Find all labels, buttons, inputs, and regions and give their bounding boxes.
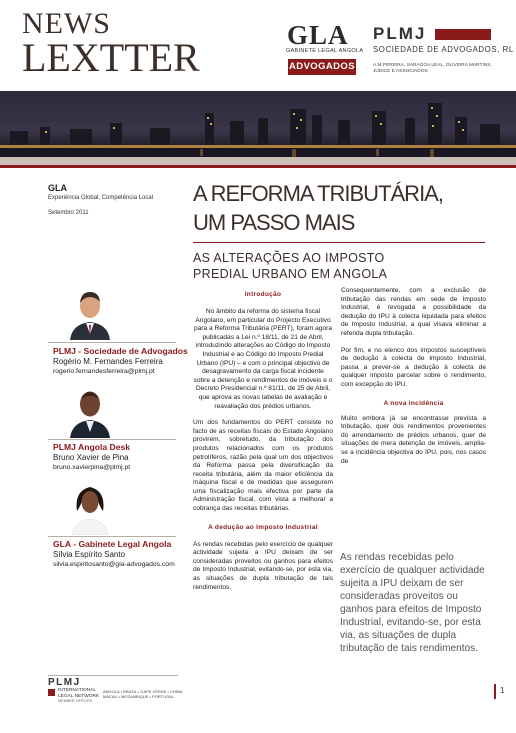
newsletter-title-news: NEWS: [22, 7, 111, 40]
section-heading-introducao: Introdução: [244, 291, 282, 298]
plmj-logo: PLMJ: [373, 24, 427, 43]
issue-date: Setembro 2011: [48, 210, 89, 216]
contact-firm: GLA - Gabinete Legal Angola: [53, 539, 172, 549]
page-number-bar: [494, 684, 496, 699]
contact-firm: PLMJ Angola Desk: [53, 442, 131, 452]
contact-name: Rogério M. Fernandes Ferreira: [53, 357, 163, 366]
article-column-1: [193, 291, 333, 592]
paragraph: No âmbito da reforma do sistema fiscal Angolano, em particular do Projecto Executivo para a Reforma Tributária (PERT), foram agora publicadas a Lei n.º 18/11, de 21 de Abril, introduzindo alterações ao Código do Imposto Industrial e ao Código do Imposto Predial Urbano (IPU) – e com o principal objectivo de desagravamento da carga fiscal incidente sobre a detenção e rendimentos de imóveis e o Decreto Presidencial n.º 81/11, de 25 de Abril, que aprova as novas tabelas de avaliação e reavaliação dos prédios urbanos.: [193, 308, 333, 410]
article-title-line1: A REFORMA TRIBUTÁRIA,: [193, 181, 443, 206]
banner-accent-rule: [0, 165, 516, 168]
contact-photo: [62, 481, 118, 535]
contact-photo: [62, 384, 118, 438]
page-number: 1: [500, 686, 505, 695]
city-skyline-banner: [0, 91, 516, 157]
contact-photo: [62, 286, 118, 340]
section-heading-nova-incidencia: A nova incidência: [383, 399, 444, 407]
article-subtitle-line2: PREDIAL URBANO EM ANGOLA: [193, 267, 388, 281]
plmj-partners-line: A.M.PEREIRA, SÁRAGGA LEAL, OLIVEIRA MARTINS, JÚDICE E ASSOCIADOS: [373, 63, 492, 74]
article-column-2: [341, 287, 486, 466]
title-rule: [193, 242, 485, 243]
sidebar-org: GLA: [48, 183, 67, 193]
plmj-network-label: INTERNATIONAL LEGAL NETWORK: [58, 688, 100, 699]
contact-email[interactable]: rogerio.fernandesferreira@plmj.pt: [53, 368, 155, 375]
paragraph: Muito embora já se encontrasse prevista a tributação, quer dos rendimentos provenientes do arrendamento de prédios urbanos, quer de situações de mera detenção de imóveis, amplia-se a incidência objectiva do IPU, pois, nos casos de: [341, 414, 486, 465]
member-offices-label: MEMBER OFFICES: [58, 699, 93, 703]
contact-name: Sílvia Espírito Santo: [53, 550, 126, 559]
gla-logo: GLA: [287, 20, 349, 50]
gla-logo-subtitle: GABINETE LEGAL ANGOLA: [286, 48, 364, 54]
contact-firm: PLMJ - Sociedade de Advogados: [53, 346, 188, 356]
footer-rule: [48, 675, 178, 676]
contact-email[interactable]: bruno.xavierpina@plmj.pt: [53, 464, 131, 471]
plmj-network-mark: [48, 689, 55, 696]
gla-advogados-badge: ADVOGADOS: [288, 59, 356, 75]
sidebar-tagline: Experiência Global, Competência Local: [48, 195, 154, 201]
contact-divider: [48, 439, 176, 440]
banner-divider: [0, 157, 516, 165]
article-title-line2: UM PASSO MAIS: [193, 210, 355, 235]
article-subtitle-line1: AS ALTERAÇÕES AO IMPOSTO: [193, 251, 385, 265]
contact-divider: [48, 342, 176, 343]
contact-divider: [48, 536, 176, 537]
section-heading-deducao: A dedução ao Imposto Industrial: [208, 523, 318, 531]
paragraph: Consequentemente, com a exclusão de tributação das rendas em sede de Imposto Industrial, é revogada a possibilidade da dedução do IPU à colecta liquidada para efeitos de Imposto Industrial, a qual visava eliminar a referida dupla tributação.: [341, 287, 486, 337]
pull-quote: As rendas recebidas pelo exercício de qualquer actividade sujeita a IPU deixam de ser consideradas proveitos ou ganhos para efeitos de Imposto Industrial, evitando-se, por esta via, as situações de dupla tributação de tais rendimentos.: [340, 552, 485, 654]
plmj-logo-bar: [435, 29, 491, 40]
plmj-sociedade-label: SOCIEDADE DE ADVOGADOS, RL: [373, 45, 514, 54]
paragraph: As rendas recebidas pelo exercício de qualquer actividade sujeita a IPU deixam de ser consideradas proveitos ou ganhos para efeitos de Imposto Industrial, evitando-se, por esta via, as situações de dupla tributação de tais rendimentos.: [193, 540, 333, 591]
member-offices-list: ANGOLA • BRAZIL • CAPE VERDE • CHINA MACAU • MOZAMBIQUE • PORTUGAL: [103, 689, 183, 700]
newsletter-title-lextter: LEXTTER: [22, 35, 200, 80]
paragraph: Por fim, e no elenco dos impostos susceptíveis de dedução à colecta de Imposto Industrial, passa a prever-se a dedução à colecta de qualquer imposto parcelar sobre o rendimento, com excepção do IPU.: [341, 346, 486, 388]
plmj-network-logo: PLMJ: [48, 677, 81, 688]
paragraph: Um dos fundamentos do PERT consiste no facto de as receitas fiscais do Estado Angolano provirem, sobretudo, da tributação dos produtos relacionados com os produtos petrolíferos, razão pela qual um dos objectivos da Reforma passa pela diversificação da receita tributária, além da maior eficiência da máquina fiscal e de medidas que assegurem uma fiscalização mais efectiva por parte da Administração fiscal, com vista a melhorar a cobrança das receitas tributárias.: [193, 419, 333, 513]
contact-name: Bruno Xavier de Pina: [53, 453, 129, 462]
contact-email[interactable]: silvia.espiritosanto@gla-advogados.com: [53, 561, 175, 568]
